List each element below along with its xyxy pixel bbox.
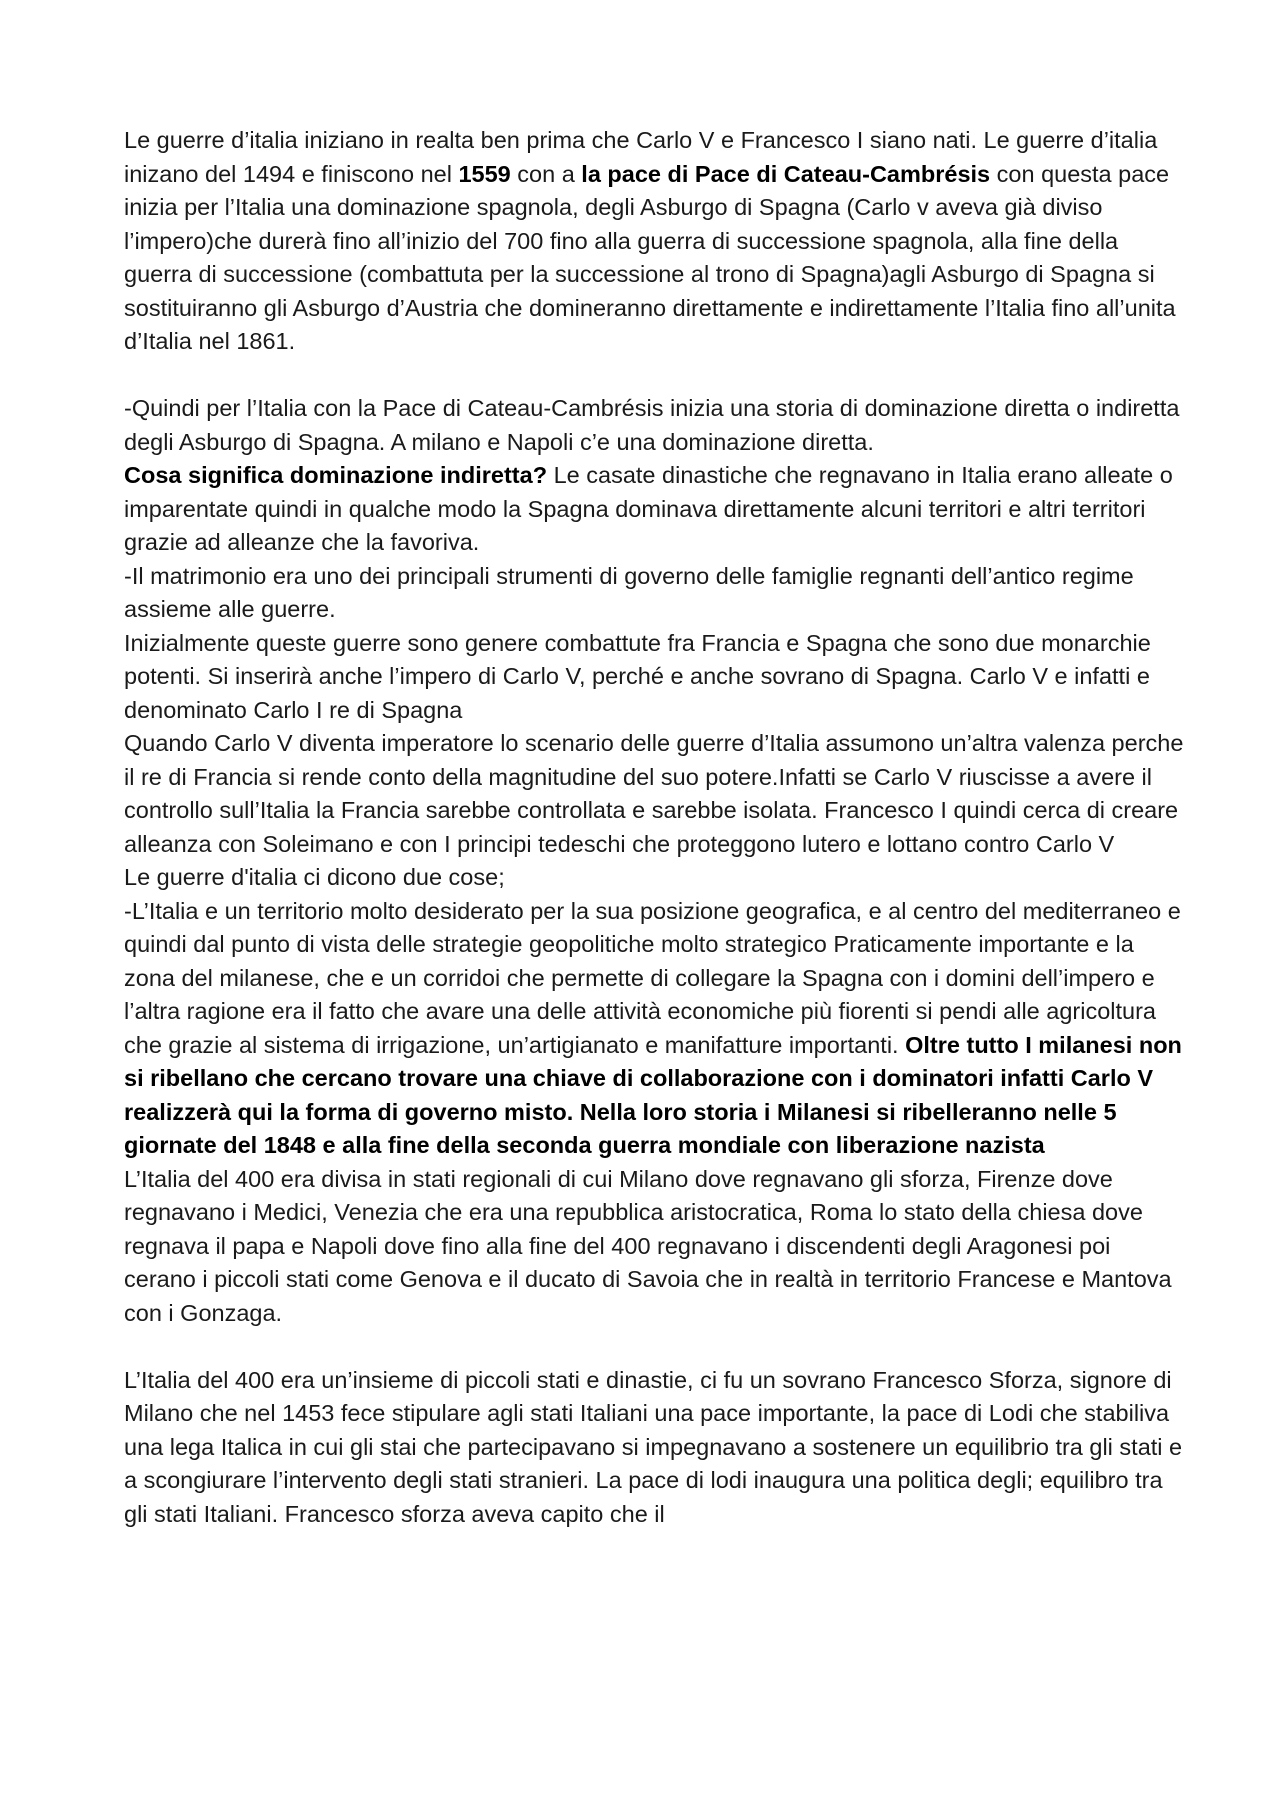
paragraph-domination: -Quindi per l’Italia con la Pace di Cateau-Cambrésis inizia una storia di dominazione diretta o indiretta degli Asburgo di Spagna. A milano e Napoli c’e una dominazione diretta.: [124, 395, 1180, 455]
paragraph-indirect-domination: [124, 459, 1184, 560]
bold-milanese: Oltre tutto I milanesi non si ribellano che cercano trovare una chiave di collaborazione con i dominatori infatti Carlo V realizzerà qui la forma di governo misto. Nella loro storia i Milanesi si ribelleranno nelle 5 giornate del 1848 e alla fine della seconda guerra mondiale con liberazione nazista: [124, 1031, 1182, 1158]
paragraph-intro: [124, 124, 1184, 359]
paragraph-text: Le guerre d’italia iniziano in realta ben prima che Carlo V e Francesco I siano nati. Le guerre d’italia inizano del 1494 e finiscono nel: [124, 127, 1158, 187]
paragraph-marriage: -Il matrimonio era uno dei principali strumenti di governo delle famiglie regnanti dell’antico regime assieme alle guerre.: [124, 562, 1134, 622]
paragraph-peace-of-lodi: L’Italia del 400 era un’insieme di piccoli stati e dinastie, ci fu un sovrano Francesco Sforza, signore di Milano che nel 1453 fece stipulare agli stati Italiani una pace importante, la pace di Lodi che stabiliva una lega Italica in cui gli stai che partecipavano si impegnavano a sostenere un equilibrio tra gli stati e a scongiurare l’intervento degli stati stranieri. La pace di lodi inaugura una politica degli; equilibro tra gli stati Italiani. Francesco sforza aveva capito che il: [124, 1366, 1183, 1527]
paragraph-charles-emperor: Quando Carlo V diventa imperatore lo scenario delle guerre d’Italia assumono un’altra valenza perche il re di Francia si rende conto della magnitudine del suo potere.Infatti se Carlo V riuscisse a avere il controllo sull’Italia la Francia sarebbe controllata e sarebbe isolata. Francesco I quindi cerca di creare alleanza con Soleimano e con I principi tedeschi che proteggono lutero e lottano contro Carlo V: [124, 730, 1184, 857]
blank-line: [124, 359, 1184, 393]
paragraph-text: Le casate dinastiche che regnavano in Italia erano alleate o imparentate quindi in qualche modo la Spagna dominava direttamente alcuni territori e altri territori grazie ad alleanze che la favoriva.: [124, 462, 1173, 555]
bold-year: 1559: [458, 160, 511, 187]
document-page: [124, 124, 1184, 1531]
paragraph-italy-400-states: L’Italia del 400 era divisa in stati regionali di cui Milano dove regnavano gli sforza, Firenze dove regnavano i Medici, Venezia che era una repubblica aristocratica, Roma lo stato della chiesa dove regnava il papa e Napoli dove fino alla fine del 400 regnavano i discendenti degli Aragonesi poi cerano i piccoli stati come Genova e il ducato di Savoia che in realtà in territorio Francese e Mantova con i Gonzaga.: [124, 1165, 1172, 1326]
paragraph-text: con a: [510, 160, 582, 187]
paragraph-two-things: Le guerre d'italia ci dicono due cose;: [124, 864, 505, 890]
paragraph-text: -L’Italia e un territorio molto desiderato per la sua posizione geografica, e al centro del mediterraneo e quindi dal punto di vista delle strategie geopolitiche molto strategico Praticamente importante e la zona del milanese, che e un corridoi che permette di collegare la Spagna con i domini dell’impero e l’altra ragione era il fatto che avare una delle attività economiche più fiorenti si pendi alle agricoltura che grazie al sistema di irrigazione, un’artigianato e manifatture importanti.: [124, 897, 1181, 1058]
blank-line: [124, 1330, 1184, 1364]
paragraph-wars-france-spain: Inizialmente queste guerre sono genere combattute fra Francia e Spagna che sono due monarchie potenti. Si inserirà anche l’impero di Carlo V, perché e anche sovrano di Spagna. Carlo V e infatti e denominato Carlo I re di Spagna: [124, 629, 1151, 723]
paragraph-text: con questa pace inizia per l’Italia una dominazione spagnola, degli Asburgo di Spagna (Carlo v aveva già diviso l’impero)che durerà fino all’inizio del 700 fino alla guerra di successione spagnola, alla fine della guerra di successione (combattuta per la successione al trono di Spagna)agli Asburgo di Spagna si sostituiranno gli Asburgo d’Austria che domineranno direttamente e indirettamente l’Italia fino all’unita d’Italia nel 1861.: [124, 160, 1176, 354]
bold-question: Cosa significa dominazione indiretta?: [124, 462, 548, 488]
paragraph-italy-territory: [124, 895, 1184, 1163]
bold-peace-name: la pace di Pace di Cateau-Cambrésis: [581, 160, 991, 187]
